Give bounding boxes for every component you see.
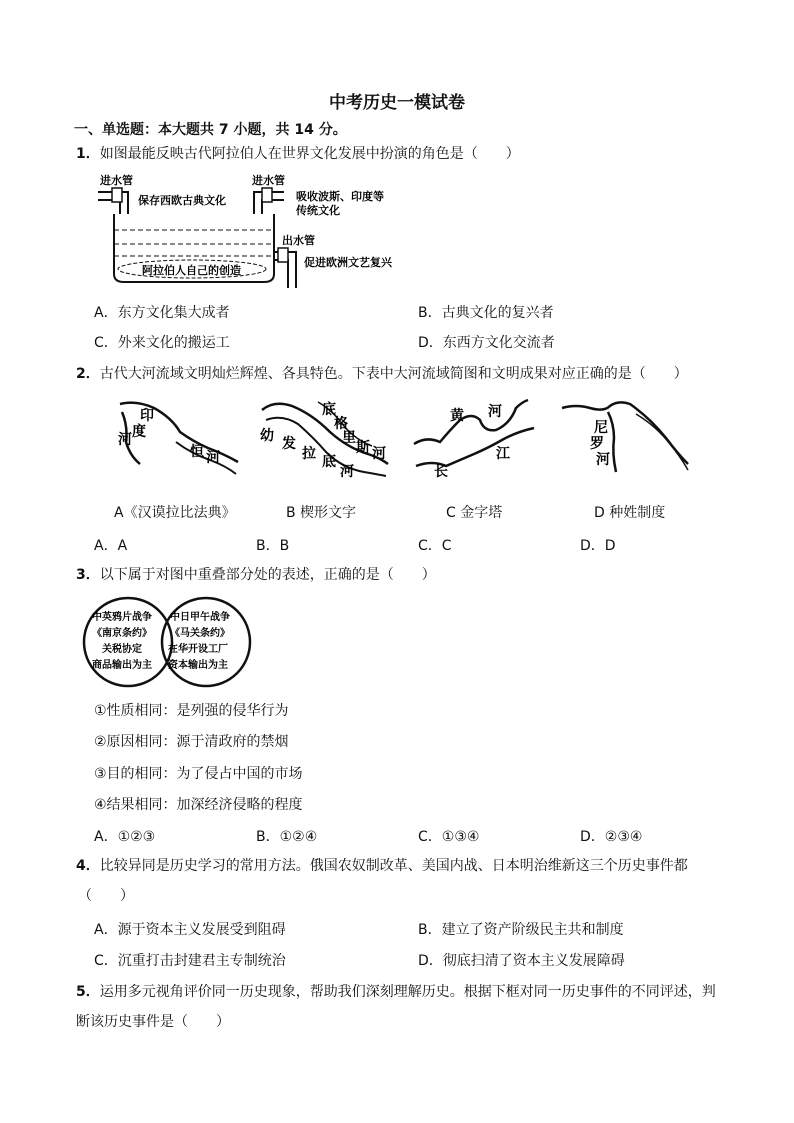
map-label: 印: [140, 408, 154, 424]
question-1-stem: [76, 144, 520, 164]
q2-option-b[interactable]: B．B: [256, 538, 290, 554]
map-d-nile: [560, 398, 692, 476]
question-4-stem: [76, 856, 688, 876]
map-label: 发: [282, 436, 296, 452]
question-text: 古代大河流域文明灿烂辉煌、各具特色。下表中大河流域简图和文明成果对应正确的是（ ）: [99, 366, 688, 382]
pool-text: 阿拉伯人自己的创造: [142, 264, 241, 277]
q3-option-c[interactable]: C．①③④: [418, 829, 480, 845]
map-label: 尼: [594, 420, 608, 436]
map-a-caption: A《汉谟拉比法典》: [114, 505, 236, 521]
q4-option-a[interactable]: A．源于资本主义发展受到阻碍: [94, 922, 286, 938]
venn-left-line: 商品输出为主: [92, 660, 152, 671]
venn-left-line: 关税协定: [102, 644, 142, 655]
q4-option-c[interactable]: C．沉重打击封建君主专制统治: [94, 953, 286, 969]
inlet-left-label: 进水管: [100, 174, 133, 187]
map-label: 格: [334, 416, 348, 432]
venn-right-line: 《马关条约》: [170, 628, 230, 639]
question-number: 5．: [76, 984, 100, 1000]
map-label: 河: [372, 446, 386, 462]
question-text: 比较异同是历史学习的常用方法。俄国农奴制改革、美国内战、日本明治维新这三个历史事件都: [99, 858, 688, 874]
map-label: 江: [496, 446, 510, 462]
map-b-mesopotamia: [258, 396, 392, 480]
q1-option-d[interactable]: D．东西方文化交流者: [418, 335, 555, 351]
inlet-right-label: 进水管: [252, 174, 285, 187]
venn-left-line: 《南京条约》: [92, 628, 152, 639]
map-a-india: [116, 398, 242, 478]
map-label: 河: [118, 432, 132, 448]
question-2-stem: [76, 364, 688, 384]
q1-option-a[interactable]: A．东方文化集大成者: [94, 305, 230, 321]
map-label: 罗: [590, 436, 604, 452]
map-label: 斯: [356, 440, 370, 456]
statement-4: ④结果相同：加深经济侵略的程度: [94, 797, 303, 813]
q2-option-d[interactable]: D．D: [580, 538, 616, 554]
question-number: 3．: [76, 567, 100, 583]
inlet-right-text-1: 吸收波斯、印度等: [296, 190, 384, 203]
q3-option-b[interactable]: B．①②④: [256, 829, 318, 845]
q3-option-d[interactable]: D．②③④: [580, 829, 643, 845]
map-c-caption: C 金字塔: [446, 505, 503, 521]
question-5-stem: [76, 982, 716, 1002]
question-text: 如图最能反映古代阿拉伯人在世界文化发展中扮演的角色是（ ）: [99, 146, 520, 162]
map-label: 河: [596, 452, 610, 468]
section-header: 一、单选题：本大题共 7 小题，共 14 分。: [74, 122, 347, 138]
statement-3: ③目的相同：为了侵占中国的市场: [94, 766, 303, 782]
question-text: 以下属于对图中重叠部分处的表述，正确的是（ ）: [99, 567, 436, 583]
inlet-left-text: 保存西欧古典文化: [138, 194, 226, 207]
q1-option-b[interactable]: B．古典文化的复兴者: [418, 305, 554, 321]
map-label: 度: [132, 424, 146, 440]
statement-2: ②原因相同：源于清政府的禁烟: [94, 734, 289, 750]
q4-option-b[interactable]: B．建立了资产阶级民主共和制度: [418, 922, 624, 938]
map-label: 底: [322, 454, 336, 470]
q4-option-d[interactable]: D．彻底扫清了资本主义发展障碍: [418, 953, 625, 969]
statement-1: ①性质相同：是列强的侵华行为: [94, 703, 289, 719]
venn-right-line: 在华开设工厂: [168, 644, 228, 655]
venn-left-line: 中英鸦片战争: [92, 612, 152, 623]
q1-option-c[interactable]: C．外来文化的搬运工: [94, 335, 230, 351]
map-label: 里: [342, 430, 356, 446]
q3-option-a[interactable]: A．①②③: [94, 829, 156, 845]
outlet-label: 出水管: [282, 234, 315, 247]
question-text: 运用多元视角评价同一历史现象，帮助我们深刻理解历史。根据下框对同一历史事件的不同评述，判: [99, 984, 716, 1000]
map-c-china: [410, 396, 542, 482]
map-b-caption: B 楔形文字: [286, 505, 357, 521]
venn-right-line: 中日甲午战争: [170, 612, 230, 623]
map-label: 河: [488, 404, 502, 420]
map-label: 恒: [190, 444, 204, 460]
map-label: 河: [340, 464, 354, 480]
q2-option-c[interactable]: C．C: [418, 538, 452, 554]
question-1-figure: [94, 170, 414, 292]
map-label: 长: [434, 464, 448, 480]
map-label: 黄: [450, 408, 464, 424]
map-label: 底: [322, 402, 336, 418]
q2-option-a[interactable]: A．A: [94, 538, 128, 554]
page-title: 中考历史一模试卷: [329, 93, 465, 113]
inlet-right-text-2: 传统文化: [296, 204, 340, 217]
map-label: 河: [206, 450, 220, 466]
question-4-stem-cont: （ ）: [78, 888, 134, 904]
question-number: 4．: [76, 858, 100, 874]
map-label: 幼: [260, 428, 274, 444]
map-label: 拉: [302, 446, 316, 462]
venn-right-line: 资本输出为主: [168, 660, 228, 671]
question-3-stem: [76, 565, 436, 585]
venn-diagram: [78, 596, 262, 692]
map-d-caption: D 种姓制度: [594, 505, 666, 521]
outlet-text: 促进欧洲文艺复兴: [304, 256, 392, 269]
question-5-stem-cont: 断该历史事件是（ ）: [76, 1014, 230, 1030]
question-number: 1．: [76, 146, 100, 162]
question-number: 2．: [76, 366, 100, 382]
